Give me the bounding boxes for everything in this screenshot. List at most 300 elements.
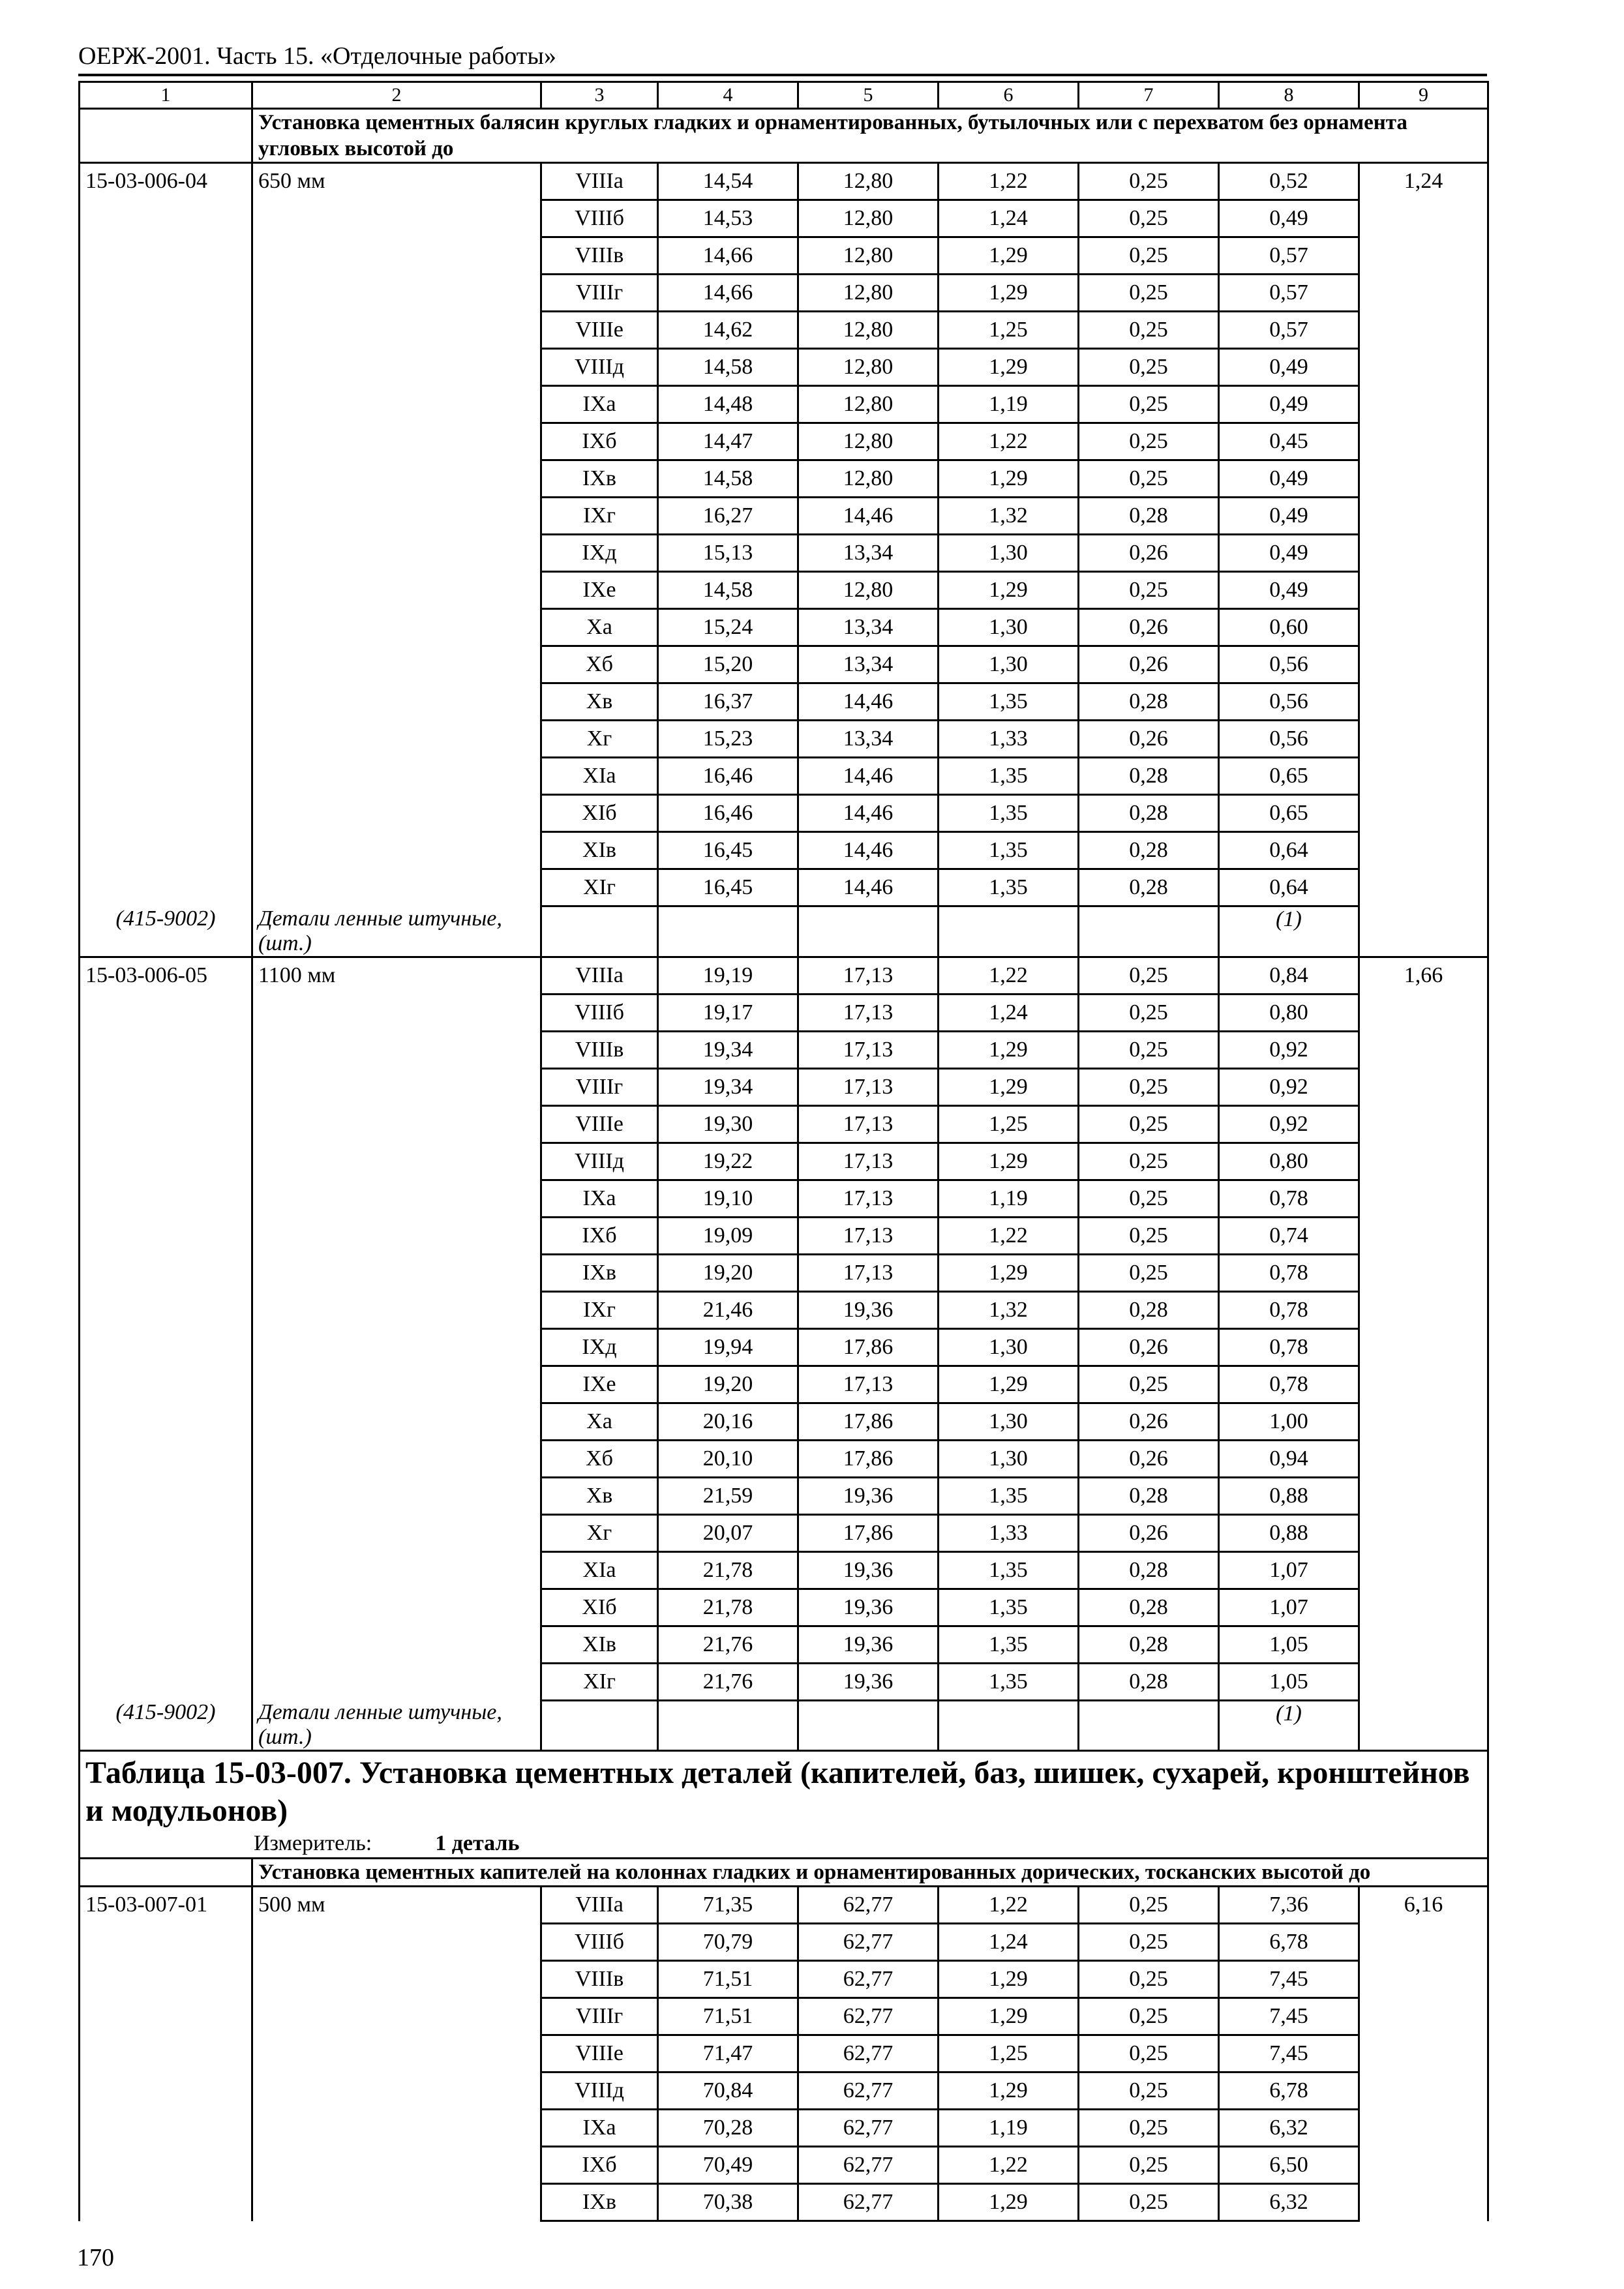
header-rule bbox=[78, 74, 1487, 76]
cell-col9 bbox=[1359, 721, 1488, 758]
cell-col4: 14,47 bbox=[658, 423, 798, 460]
cell-col9: 6,16 bbox=[1359, 1887, 1488, 1924]
cell-col9 bbox=[1359, 1403, 1488, 1440]
section-title: Установка цементных балясин круглых гладких и орнаментированных, бутылочных или с перехватом без орнамента угловых высотой до bbox=[252, 109, 1488, 163]
row-name bbox=[252, 275, 541, 312]
row-code bbox=[80, 498, 252, 535]
table-row bbox=[80, 721, 1488, 758]
cell-col4: 71,47 bbox=[658, 2035, 798, 2072]
cell-col3: VIIIд bbox=[541, 1143, 658, 1180]
table-title-text: Таблица 15-03-007. Установка цементных деталей (капителей, баз, шишек, сухарей, кронштейнов и модульонов) bbox=[85, 1756, 1470, 1828]
cell-col6: 1,35 bbox=[939, 1589, 1079, 1626]
cell-col8: 1,00 bbox=[1219, 1403, 1359, 1440]
table-row bbox=[80, 312, 1488, 349]
table-row bbox=[80, 572, 1488, 609]
cell-col8: 1,07 bbox=[1219, 1589, 1359, 1626]
table-row bbox=[80, 1291, 1488, 1328]
table-row bbox=[80, 1180, 1488, 1217]
cell-col6: 1,22 bbox=[939, 1887, 1079, 1924]
cell-col7: 0,25 bbox=[1079, 1366, 1219, 1403]
row-code bbox=[80, 1440, 252, 1477]
row-code bbox=[80, 1924, 252, 1961]
cell-col9 bbox=[1359, 2072, 1488, 2110]
cell-col9 bbox=[1359, 312, 1488, 349]
cell-col8: 1,05 bbox=[1219, 1626, 1359, 1663]
row-code bbox=[80, 994, 252, 1031]
row-code bbox=[80, 721, 252, 758]
table-row bbox=[80, 2035, 1488, 2072]
cell-col4: 15,20 bbox=[658, 646, 798, 683]
row-name bbox=[252, 2147, 541, 2184]
cell-col4: 14,58 bbox=[658, 349, 798, 386]
table-row bbox=[80, 1998, 1488, 2035]
table-row bbox=[80, 1366, 1488, 1403]
row-name bbox=[252, 683, 541, 721]
row-name bbox=[252, 1180, 541, 1217]
cell-col8: 0,80 bbox=[1219, 1143, 1359, 1180]
row-code bbox=[80, 1514, 252, 1551]
section-title: Установка цементных капителей на колоннах гладких и орнаментированных дорических, тосканских высотой до bbox=[252, 1859, 1488, 1887]
cell-col3: IXв bbox=[541, 1254, 658, 1291]
cell-col3: IXв bbox=[541, 460, 658, 498]
cell-col9 bbox=[1359, 2035, 1488, 2072]
cell-col8: 0,78 bbox=[1219, 1328, 1359, 1366]
cell-col5: 17,13 bbox=[798, 1366, 939, 1403]
cell-col5: 14,46 bbox=[798, 758, 939, 795]
cell-col6: 1,29 bbox=[939, 1031, 1079, 1068]
cell-col4: 19,22 bbox=[658, 1143, 798, 1180]
cell-col7: 0,26 bbox=[1079, 1440, 1219, 1477]
cell-col3: XIб bbox=[541, 1589, 658, 1626]
cell-col6: 1,35 bbox=[939, 795, 1079, 832]
cell-col3: XIв bbox=[541, 832, 658, 869]
cell-col4: 21,59 bbox=[658, 1477, 798, 1514]
cell-col4: 14,66 bbox=[658, 237, 798, 275]
table-row bbox=[80, 683, 1488, 721]
cell-col9 bbox=[1359, 1031, 1488, 1068]
cell-col5: 62,77 bbox=[798, 2147, 939, 2184]
cell-col7: 0,25 bbox=[1079, 2035, 1219, 2072]
cell-col4: 70,84 bbox=[658, 2072, 798, 2110]
cell-col9 bbox=[1359, 869, 1488, 906]
cell-col6: 1,29 bbox=[939, 460, 1079, 498]
row-name bbox=[252, 2110, 541, 2147]
cell-col8: 0,56 bbox=[1219, 646, 1359, 683]
cell-col6: 1,35 bbox=[939, 683, 1079, 721]
cell-col9: 1,66 bbox=[1359, 957, 1488, 994]
row-name bbox=[252, 1551, 541, 1589]
cell-col3: IXе bbox=[541, 572, 658, 609]
table-row bbox=[80, 423, 1488, 460]
cell-col9 bbox=[1359, 1068, 1488, 1105]
cell-col8: 0,49 bbox=[1219, 535, 1359, 572]
row-code bbox=[80, 1291, 252, 1328]
cell-col7: 0,25 bbox=[1079, 2072, 1219, 2110]
cell-col7: 0,25 bbox=[1079, 1217, 1219, 1254]
cell-col5: 12,80 bbox=[798, 572, 939, 609]
cell-col3: XIб bbox=[541, 795, 658, 832]
cell-col4: 70,28 bbox=[658, 2110, 798, 2147]
row-code bbox=[80, 275, 252, 312]
cell-col5: 12,80 bbox=[798, 423, 939, 460]
row-code bbox=[80, 535, 252, 572]
row-code bbox=[80, 683, 252, 721]
cell-col5: 19,36 bbox=[798, 1589, 939, 1626]
row-code bbox=[80, 1217, 252, 1254]
cell-col6: 1,22 bbox=[939, 1217, 1079, 1254]
cell-col4: 70,79 bbox=[658, 1924, 798, 1961]
cell-col5: 17,13 bbox=[798, 1068, 939, 1105]
cell-col8: 1,07 bbox=[1219, 1551, 1359, 1589]
table-row bbox=[80, 1328, 1488, 1366]
table-row bbox=[80, 609, 1488, 646]
cell-col3: Xа bbox=[541, 1403, 658, 1440]
cell-col9 bbox=[1359, 1180, 1488, 1217]
row-code bbox=[80, 386, 252, 423]
row-code bbox=[80, 1477, 252, 1514]
cell-col8: 0,94 bbox=[1219, 1440, 1359, 1477]
cell-col3: XIв bbox=[541, 1626, 658, 1663]
cell-col4: 14,48 bbox=[658, 386, 798, 423]
cell-col9 bbox=[1359, 1961, 1488, 1998]
cell-col8: 0,92 bbox=[1219, 1068, 1359, 1105]
table-row bbox=[80, 646, 1488, 683]
cell-col6: 1,32 bbox=[939, 1291, 1079, 1328]
cell-col6: 1,29 bbox=[939, 275, 1079, 312]
empty-cell bbox=[541, 1700, 658, 1751]
cell-col8: 0,49 bbox=[1219, 200, 1359, 237]
cell-col6: 1,22 bbox=[939, 423, 1079, 460]
row-name bbox=[252, 1477, 541, 1514]
table-row bbox=[80, 163, 1488, 200]
detail-name: Детали ленные штучные, (шт.) bbox=[252, 906, 541, 957]
row-code bbox=[80, 869, 252, 906]
empty-cell bbox=[1079, 906, 1219, 957]
cell-col4: 14,53 bbox=[658, 200, 798, 237]
cell-col6: 1,29 bbox=[939, 349, 1079, 386]
cell-col4: 70,38 bbox=[658, 2184, 798, 2221]
detail-name: Детали ленные штучные, (шт.) bbox=[252, 1700, 541, 1751]
detail-code: (415-9002) bbox=[80, 1700, 252, 1751]
cell-col5: 19,36 bbox=[798, 1477, 939, 1514]
cell-col6: 1,29 bbox=[939, 2184, 1079, 2221]
row-name bbox=[252, 832, 541, 869]
column-number: 6 bbox=[939, 82, 1079, 109]
row-code bbox=[80, 1403, 252, 1440]
cell-col7: 0,25 bbox=[1079, 386, 1219, 423]
column-number: 8 bbox=[1219, 82, 1359, 109]
cell-col7: 0,25 bbox=[1079, 2184, 1219, 2221]
row-code bbox=[80, 646, 252, 683]
cell-col6: 1,29 bbox=[939, 1143, 1079, 1180]
cell-col6: 1,19 bbox=[939, 1180, 1079, 1217]
cell-col9 bbox=[1359, 2147, 1488, 2184]
row-name bbox=[252, 386, 541, 423]
row-name bbox=[252, 312, 541, 349]
cell-col4: 16,46 bbox=[658, 795, 798, 832]
column-number: 9 bbox=[1359, 82, 1488, 109]
cell-col8: 0,65 bbox=[1219, 758, 1359, 795]
cell-col3: VIIIг bbox=[541, 1998, 658, 2035]
cell-col5: 62,77 bbox=[798, 2110, 939, 2147]
cell-col9 bbox=[1359, 1551, 1488, 1589]
cell-col3: Xв bbox=[541, 1477, 658, 1514]
cell-col6: 1,29 bbox=[939, 1366, 1079, 1403]
cell-col8: 0,57 bbox=[1219, 312, 1359, 349]
cell-col7: 0,26 bbox=[1079, 646, 1219, 683]
cell-col8: 0,57 bbox=[1219, 237, 1359, 275]
row-code bbox=[80, 2035, 252, 2072]
row-code bbox=[80, 1589, 252, 1626]
cell-col7: 0,25 bbox=[1079, 1924, 1219, 1961]
cell-col6: 1,22 bbox=[939, 2147, 1079, 2184]
cell-col4: 16,45 bbox=[658, 869, 798, 906]
column-number: 5 bbox=[798, 82, 939, 109]
cell-col7: 0,25 bbox=[1079, 1998, 1219, 2035]
cell-col9 bbox=[1359, 609, 1488, 646]
table-row bbox=[80, 2110, 1488, 2147]
row-name: 1100 мм bbox=[252, 957, 541, 994]
cell-col7: 0,25 bbox=[1079, 2110, 1219, 2147]
cell-col5: 62,77 bbox=[798, 1961, 939, 1998]
row-code bbox=[80, 832, 252, 869]
cell-col3: IXа bbox=[541, 386, 658, 423]
cell-col7: 0,26 bbox=[1079, 721, 1219, 758]
empty-cell bbox=[658, 1700, 798, 1751]
cell-col3: VIIIв bbox=[541, 1031, 658, 1068]
row-name bbox=[252, 237, 541, 275]
cell-col5: 12,80 bbox=[798, 349, 939, 386]
cell-col3: VIIIб bbox=[541, 994, 658, 1031]
table-row bbox=[80, 460, 1488, 498]
row-name bbox=[252, 1924, 541, 1961]
row-code bbox=[80, 1961, 252, 1998]
table-row bbox=[80, 535, 1488, 572]
measure-line bbox=[85, 1830, 1482, 1857]
cell-col5: 17,13 bbox=[798, 957, 939, 994]
cell-col6: 1,29 bbox=[939, 1998, 1079, 2035]
table-row bbox=[80, 1663, 1488, 1700]
cell-col9 bbox=[1359, 683, 1488, 721]
cell-col5: 13,34 bbox=[798, 609, 939, 646]
cell-col5: 14,46 bbox=[798, 795, 939, 832]
empty-cell bbox=[798, 1700, 939, 1751]
cell-col9 bbox=[1359, 498, 1488, 535]
cell-col3: XIа bbox=[541, 1551, 658, 1589]
table-row bbox=[80, 1551, 1488, 1589]
table-row bbox=[80, 1254, 1488, 1291]
cell-col3: XIг bbox=[541, 869, 658, 906]
cell-col9 bbox=[1359, 349, 1488, 386]
cell-col7: 0,28 bbox=[1079, 1626, 1219, 1663]
cell-col9 bbox=[1359, 535, 1488, 572]
cell-col7: 0,25 bbox=[1079, 1961, 1219, 1998]
cell-col7: 0,28 bbox=[1079, 869, 1219, 906]
cell-col4: 21,76 bbox=[658, 1626, 798, 1663]
row-name bbox=[252, 498, 541, 535]
cell-col3: VIIIе bbox=[541, 1105, 658, 1143]
row-code bbox=[80, 1551, 252, 1589]
cell-col8: 0,45 bbox=[1219, 423, 1359, 460]
row-name bbox=[252, 1998, 541, 2035]
table-row bbox=[80, 1217, 1488, 1254]
cell-col5: 14,46 bbox=[798, 498, 939, 535]
column-number: 4 bbox=[658, 82, 798, 109]
row-code: 15-03-007-01 bbox=[80, 1887, 252, 1924]
row-name bbox=[252, 2184, 541, 2221]
cell-col6: 1,30 bbox=[939, 535, 1079, 572]
cell-col8: 6,78 bbox=[1219, 2072, 1359, 2110]
cell-col8: 0,64 bbox=[1219, 832, 1359, 869]
row-name bbox=[252, 994, 541, 1031]
cell-col3: VIIIе bbox=[541, 312, 658, 349]
cell-col8: 0,60 bbox=[1219, 609, 1359, 646]
cell-col7: 0,25 bbox=[1079, 1887, 1219, 1924]
cell-col9 bbox=[1359, 275, 1488, 312]
cell-col3: VIIIб bbox=[541, 200, 658, 237]
cell-col5: 17,13 bbox=[798, 994, 939, 1031]
row-code: 15-03-006-05 bbox=[80, 957, 252, 994]
section-title-row bbox=[80, 1859, 1488, 1887]
row-name bbox=[252, 1403, 541, 1440]
empty-cell bbox=[798, 906, 939, 957]
cell-col9: 1,24 bbox=[1359, 163, 1488, 200]
table-row bbox=[80, 1887, 1488, 1924]
row-code bbox=[80, 1068, 252, 1105]
cell-col8: 6,32 bbox=[1219, 2110, 1359, 2147]
cell-col3: IXв bbox=[541, 2184, 658, 2221]
row-name bbox=[252, 460, 541, 498]
cell-col6: 1,24 bbox=[939, 200, 1079, 237]
empty-cell bbox=[1359, 1700, 1488, 1751]
cell-col4: 15,23 bbox=[658, 721, 798, 758]
cell-col3: VIIIа bbox=[541, 957, 658, 994]
cell-col7: 0,28 bbox=[1079, 683, 1219, 721]
cell-col9 bbox=[1359, 1663, 1488, 1700]
row-name bbox=[252, 1031, 541, 1068]
cell-col5: 62,77 bbox=[798, 1924, 939, 1961]
cell-col4: 19,09 bbox=[658, 1217, 798, 1254]
row-name bbox=[252, 1291, 541, 1328]
cell-col3: VIIIа bbox=[541, 163, 658, 200]
cell-col4: 21,76 bbox=[658, 1663, 798, 1700]
cell-col8: 1,05 bbox=[1219, 1663, 1359, 1700]
row-code bbox=[80, 1998, 252, 2035]
cell-col6: 1,29 bbox=[939, 1961, 1079, 1998]
row-name bbox=[252, 1254, 541, 1291]
cell-col4: 19,10 bbox=[658, 1180, 798, 1217]
measure-value: 1 деталь bbox=[435, 1831, 520, 1855]
row-code bbox=[80, 1366, 252, 1403]
cell-col4: 14,58 bbox=[658, 460, 798, 498]
cell-col8: 0,78 bbox=[1219, 1366, 1359, 1403]
cell-col7: 0,25 bbox=[1079, 237, 1219, 275]
table-row bbox=[80, 2072, 1488, 2110]
cell-col6: 1,24 bbox=[939, 994, 1079, 1031]
cell-col9 bbox=[1359, 1477, 1488, 1514]
cell-col3: VIIIг bbox=[541, 1068, 658, 1105]
row-name bbox=[252, 1143, 541, 1180]
row-name bbox=[252, 1068, 541, 1105]
cell-col5: 17,13 bbox=[798, 1180, 939, 1217]
cell-col4: 19,20 bbox=[658, 1366, 798, 1403]
table-row bbox=[80, 1961, 1488, 1998]
cell-col8: 0,56 bbox=[1219, 721, 1359, 758]
table-row bbox=[80, 1068, 1488, 1105]
cell-col4: 16,46 bbox=[658, 758, 798, 795]
table-body bbox=[80, 82, 1488, 2221]
row-name bbox=[252, 535, 541, 572]
cell-col6: 1,29 bbox=[939, 2072, 1079, 2110]
cell-col9 bbox=[1359, 200, 1488, 237]
row-name bbox=[252, 1589, 541, 1626]
cell-col7: 0,28 bbox=[1079, 1477, 1219, 1514]
cell-col5: 12,80 bbox=[798, 312, 939, 349]
cell-col7: 0,28 bbox=[1079, 1551, 1219, 1589]
table-row bbox=[80, 957, 1488, 994]
cell-col6: 1,35 bbox=[939, 869, 1079, 906]
cell-col5: 19,36 bbox=[798, 1663, 939, 1700]
cell-col4: 14,66 bbox=[658, 275, 798, 312]
cell-col8: 7,45 bbox=[1219, 1961, 1359, 1998]
row-name bbox=[252, 1626, 541, 1663]
empty-cell bbox=[541, 906, 658, 957]
table-row bbox=[80, 275, 1488, 312]
cell-col5: 17,86 bbox=[798, 1514, 939, 1551]
cell-col5: 17,86 bbox=[798, 1328, 939, 1366]
cell-col5: 12,80 bbox=[798, 386, 939, 423]
table-row bbox=[80, 1105, 1488, 1143]
cell-col8: 0,49 bbox=[1219, 572, 1359, 609]
cell-col8: 0,57 bbox=[1219, 275, 1359, 312]
cell-col6: 1,35 bbox=[939, 1663, 1079, 1700]
table-row bbox=[80, 1440, 1488, 1477]
cell-col8: 0,78 bbox=[1219, 1180, 1359, 1217]
table-row bbox=[80, 1143, 1488, 1180]
table-title-row bbox=[80, 1751, 1488, 1859]
row-name bbox=[252, 758, 541, 795]
cell-col4: 19,20 bbox=[658, 1254, 798, 1291]
cell-col5: 12,80 bbox=[798, 460, 939, 498]
cell-col6: 1,22 bbox=[939, 163, 1079, 200]
cell-col5: 13,34 bbox=[798, 535, 939, 572]
cell-col5: 14,46 bbox=[798, 869, 939, 906]
column-numbers-row bbox=[80, 82, 1488, 109]
cell-col6: 1,33 bbox=[939, 721, 1079, 758]
cell-col7: 0,25 bbox=[1079, 1143, 1219, 1180]
cell-col3: IXд bbox=[541, 1328, 658, 1366]
page-header: ОЕРЖ-2001. Часть 15. «Отделочные работы» bbox=[78, 42, 556, 70]
row-code: 15-03-006-04 bbox=[80, 163, 252, 200]
cell-col8: 6,32 bbox=[1219, 2184, 1359, 2221]
cell-col4: 14,58 bbox=[658, 572, 798, 609]
cell-col7: 0,25 bbox=[1079, 572, 1219, 609]
cell-col4: 71,51 bbox=[658, 1998, 798, 2035]
cell-col7: 0,25 bbox=[1079, 1031, 1219, 1068]
cell-col7: 0,25 bbox=[1079, 200, 1219, 237]
cell-col7: 0,28 bbox=[1079, 832, 1219, 869]
detail-col8: (1) bbox=[1219, 1700, 1359, 1751]
row-name bbox=[252, 1328, 541, 1366]
row-name bbox=[252, 1663, 541, 1700]
empty-cell bbox=[658, 906, 798, 957]
row-code bbox=[80, 312, 252, 349]
cell-col5: 17,13 bbox=[798, 1254, 939, 1291]
row-code bbox=[80, 423, 252, 460]
row-name bbox=[252, 349, 541, 386]
table-row bbox=[80, 2184, 1488, 2221]
cell-col4: 14,62 bbox=[658, 312, 798, 349]
